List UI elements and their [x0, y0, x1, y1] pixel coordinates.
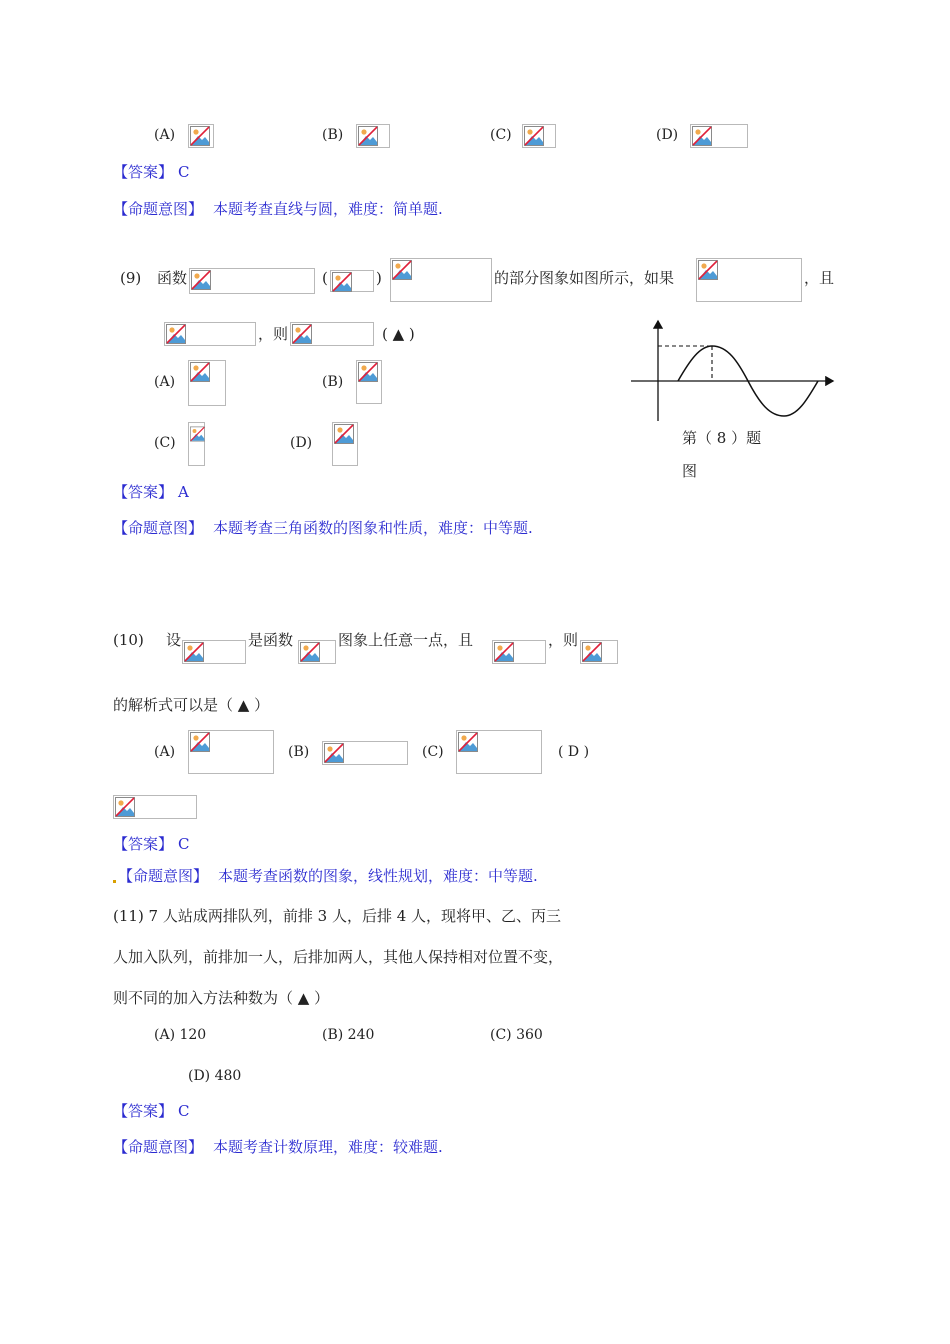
q10-option-a-image [188, 730, 274, 774]
q9-choice-blank: ( ▲ ) [382, 325, 415, 343]
q10-answer-label: 【答案】 [113, 835, 174, 853]
q8-option-b-image [356, 124, 390, 148]
q8-option-d-image [690, 124, 748, 148]
q11-answer-value: C [178, 1102, 190, 1120]
q8-answer-label: 【答案】 [113, 163, 174, 181]
broken-image-icon [692, 126, 712, 146]
q10-option-d-image [113, 795, 197, 819]
q10-function-formula [298, 640, 336, 664]
q11-option-a: (A) 120 [154, 1027, 207, 1043]
q11-line1: (11) 7 人站成两排队列，前排 3 人，后排 4 人，现将甲、乙、丙三 [113, 907, 562, 925]
q9-sine-figure [628, 316, 840, 426]
q10-intent-label: 【命题意图】 [118, 867, 209, 885]
broken-image-icon [324, 743, 344, 763]
q9-option-b-image [356, 360, 382, 404]
q8-answer-value: C [178, 163, 190, 181]
broken-image-icon [191, 270, 211, 290]
q11-option-b: (B) 240 [322, 1027, 375, 1043]
broken-image-icon [332, 272, 352, 292]
broken-image-icon [698, 260, 718, 280]
q10-option-c-image [456, 730, 542, 774]
q9-condition-formula [330, 270, 374, 292]
q11-option-d: (D) 480 [188, 1068, 242, 1084]
q10-option-d-label: ( D ) [558, 744, 590, 760]
q9-paren-close: ) [376, 269, 382, 287]
q9-figure-caption-line1: 第（ 8 ）题 [682, 429, 762, 447]
q8-option-c-image [522, 124, 556, 148]
q9-option-a-image [188, 360, 226, 406]
q9-option-a-label: (A) [154, 374, 176, 390]
q9-option-b-label: (B) [322, 374, 344, 390]
q11-intent-text: 本题考查计数原理，难度：较难题. [213, 1138, 443, 1156]
broken-image-icon [494, 642, 514, 662]
q8-option-c-label: (C) [490, 127, 512, 143]
q10-text-let: 设 [166, 631, 182, 649]
q8-option-a-image [188, 124, 214, 148]
q9-option-d-label: (D) [290, 435, 313, 451]
q10-answer-value: C [178, 835, 190, 853]
q10-condition-formula [492, 640, 546, 664]
q10-text-expression: 的解析式可以是（ ▲ ） [113, 696, 270, 714]
broken-image-icon [392, 260, 412, 280]
broken-image-icon [292, 324, 312, 344]
q9-option-c-image [188, 422, 205, 466]
q9-result-formula [290, 322, 374, 346]
q10-option-b-label: (B) [288, 744, 310, 760]
q11-intent-label: 【命题意图】 [113, 1138, 204, 1156]
q9-answer-label: 【答案】 [113, 483, 174, 501]
q11-answer-label: 【答案】 [113, 1102, 174, 1120]
broken-image-icon [358, 362, 378, 382]
q10-intent-text: 本题考查函数的图象，线性规划，难度：中等题. [218, 867, 538, 885]
q10-number: (10) [113, 631, 144, 649]
q10-text-is-function: 是函数 [248, 631, 294, 649]
q8-option-d-label: (D) [656, 127, 679, 143]
q9-number: (9) [120, 269, 142, 287]
q9-intent-text: 本题考查三角函数的图象和性质，难度：中等题. [213, 519, 533, 537]
broken-image-icon [334, 424, 354, 444]
broken-image-icon [458, 732, 478, 752]
broken-image-icon [115, 797, 135, 817]
broken-image-icon [166, 324, 186, 344]
q9-option-c-label: (C) [154, 435, 176, 451]
broken-image-icon [190, 732, 210, 752]
broken-image-icon [582, 642, 602, 662]
margin-dot [113, 880, 116, 883]
q10-result-formula [580, 640, 618, 664]
q9-text-and: ，且 [804, 269, 835, 287]
q9-equation-formula [164, 322, 256, 346]
q10-point-formula [182, 640, 246, 664]
q9-text-then: ，则 [258, 325, 289, 343]
broken-image-icon [300, 642, 320, 662]
q9-text-graph: 的部分图象如图所示，如果 [494, 269, 675, 287]
q11-line3: 则不同的加入方法种数为（ ▲ ） [113, 989, 330, 1007]
q10-text-then: ，则 [548, 631, 579, 649]
broken-image-icon [184, 642, 204, 662]
broken-image-icon [190, 126, 210, 146]
q10-option-b-image [322, 741, 408, 765]
q10-option-c-label: (C) [422, 744, 444, 760]
q10-option-a-label: (A) [154, 744, 176, 760]
q10-text-any-point: 图象上任意一点，且 [338, 631, 474, 649]
q8-intent-text: 本题考查直线与圆，难度：简单题. [213, 200, 443, 218]
q9-if-formula [696, 258, 802, 302]
q11-option-c: (C) 360 [490, 1027, 543, 1043]
q9-option-d-image [332, 422, 358, 466]
q9-answer-value: A [178, 483, 189, 501]
q11-line2: 人加入队列，前排加一人，后排加两人，其他人保持相对位置不变， [113, 948, 564, 966]
q8-option-b-label: (B) [322, 127, 344, 143]
q9-intent-label: 【命题意图】 [113, 519, 204, 537]
broken-image-icon [524, 126, 544, 146]
q9-domain-formula [390, 258, 492, 302]
q8-intent-label: 【命题意图】 [113, 200, 204, 218]
q9-word-function: 函数 [157, 269, 188, 287]
broken-image-icon [358, 126, 378, 146]
broken-image-icon [190, 362, 210, 382]
q9-function-formula [189, 268, 315, 294]
broken-image-icon [190, 424, 205, 444]
q8-option-a-label: (A) [154, 127, 176, 143]
q9-paren-open: ( [322, 269, 328, 287]
q9-figure-caption-line2: 图 [682, 462, 698, 480]
